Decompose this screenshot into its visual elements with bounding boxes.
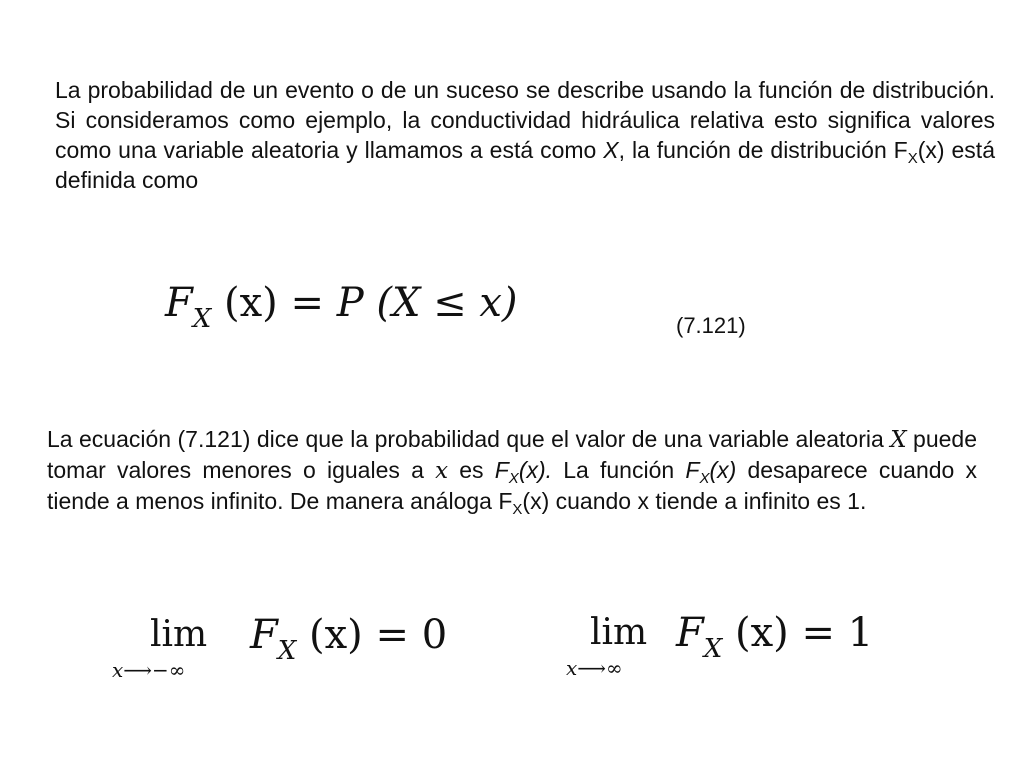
intro-var-x: X: [603, 137, 619, 163]
expl-f1: F: [494, 457, 509, 483]
lim2-expression: [676, 610, 874, 664]
eq-lhs-subscript: X: [192, 304, 212, 334]
eq-lhs-arg: (x) =: [211, 280, 337, 326]
expl-text-1: La ecuación (7.121) dice que la probabilidad que el valor de una variable aleatoria: [47, 426, 891, 452]
intro-subscript: X: [907, 150, 918, 167]
intro-text-3: (x) está definida como: [55, 137, 995, 193]
expl-var-X: X: [890, 427, 907, 453]
limit-minus-infinity: [110, 612, 470, 692]
lim1-F: F: [250, 612, 278, 658]
lim2-rest: (x) = 1: [722, 610, 874, 656]
intro-text-2: , la función de distribución F: [618, 137, 908, 163]
expl-f3-sub: X: [512, 501, 523, 518]
lim2-under: x⟶∞: [566, 656, 623, 680]
expl-text-4: La función: [552, 457, 686, 483]
expl-f2: F: [685, 457, 700, 483]
eq-lhs-F: F: [165, 280, 193, 326]
intro-paragraph: [55, 75, 995, 195]
intro-text-1: La probabilidad de un evento o de un suceso se describe usando la función de distribución. Si consideramos como ejemplo, la conductividad hidráulica relativa esto significa valores como una variable aleatoria y llamamos a está como: [55, 77, 995, 163]
lim1-rest: (x) = 0: [296, 612, 448, 658]
eq-rhs: P (X ≤ x): [336, 280, 518, 326]
lim2-F: F: [676, 610, 704, 656]
equation-number: (7.121): [676, 313, 746, 338]
explanation-paragraph: [47, 424, 977, 516]
limit-plus-infinity: [566, 610, 896, 690]
lim1-lim: lim: [150, 614, 208, 655]
expl-text-2: puede tomar valores menores o iguales a: [47, 426, 977, 483]
expl-f2-arg: (x): [709, 457, 737, 483]
expl-text-3: es: [448, 457, 495, 483]
expl-f1-sub: X: [508, 470, 519, 487]
expl-f1-arg: (x).: [518, 457, 553, 483]
lim2-sub: X: [703, 634, 723, 664]
lim1-sub: X: [277, 636, 297, 666]
lim1-under: x⟶−∞: [112, 658, 186, 682]
expl-f2-sub: X: [699, 470, 710, 487]
equation-distribution-function: [165, 280, 518, 334]
expl-text-5: desaparece cuando x tiende a menos infinito. De manera análoga F: [47, 457, 978, 514]
expl-var-x: x: [435, 458, 449, 484]
lim1-expression: [250, 612, 448, 666]
expl-text-6: (x) cuando x tiende a infinito es 1.: [522, 488, 867, 514]
lim2-lim: lim: [590, 612, 648, 653]
